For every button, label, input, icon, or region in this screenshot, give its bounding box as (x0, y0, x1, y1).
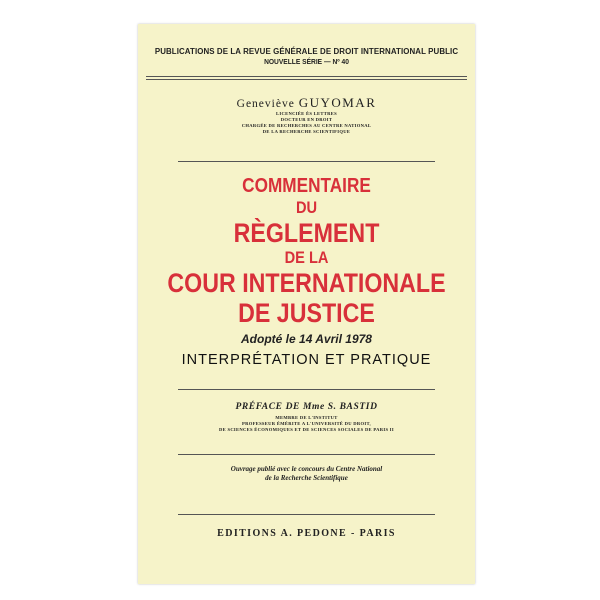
divider-support (178, 454, 435, 455)
preface-detail: DE SCIENCES ÉCONOMIQUES ET DE SCIENCES SOCIALES DE PARIS II (219, 427, 394, 432)
title-line: RÈGLEMENT (233, 218, 380, 248)
title-line: DU (295, 198, 318, 217)
adoption-date: Adopté le 14 Avril 1978 (241, 332, 372, 346)
book-cover (138, 24, 475, 584)
author-credential: LICENCIÉE ÈS LETTRES (276, 111, 337, 116)
divider-middle (178, 161, 435, 162)
author-credential: CHARGÉE DE RECHERCHES AU CENTRE NATIONAL (241, 123, 372, 128)
title-line: DE LA (284, 248, 329, 267)
series-header (138, 46, 475, 66)
author-surname: GUYOMAR (298, 95, 377, 110)
preface-detail: PROFESSEUR ÉMÉRITE A L'UNIVERSITÉ DU DROIT, (242, 421, 371, 426)
title-line: COMMENTAIRE (242, 175, 371, 197)
series-number: NOUVELLE SÉRIE — Nº 40 (264, 57, 349, 66)
support-notice (138, 465, 475, 483)
author-block (138, 95, 475, 135)
divider-top (146, 76, 467, 77)
support-line: de la Recherche Scientifique (265, 474, 348, 482)
preface-detail: MEMBRE DE L'INSTITUT (275, 415, 338, 420)
book-subtitle: INTERPRÉTATION ET PRATIQUE (181, 352, 432, 368)
series-title: PUBLICATIONS DE LA REVUE GÉNÉRALE DE DROIT INTERNATIONAL PUBLIC (154, 46, 459, 56)
author-credential: DOCTEUR EN DROIT (280, 117, 333, 122)
divider-preface (178, 389, 435, 390)
preface-block (138, 402, 475, 433)
author-given-name: Geneviève (236, 98, 295, 110)
book-title (138, 175, 475, 328)
publisher: EDITIONS A. PEDONE - PARIS (217, 528, 396, 539)
support-line: Ouvrage publié avec le concours du Centre National (230, 465, 383, 473)
preface-author: PRÉFACE DE Mme S. BASTID (235, 402, 378, 412)
author-name (138, 95, 475, 111)
title-line: COUR INTERNATIONALE (167, 268, 446, 298)
divider-bottom (178, 514, 435, 515)
author-credential: DE LA RECHERCHE SCIENTIFIQUE (262, 129, 351, 134)
divider-top-2 (146, 79, 467, 80)
title-line: DE JUSTICE (238, 298, 375, 328)
